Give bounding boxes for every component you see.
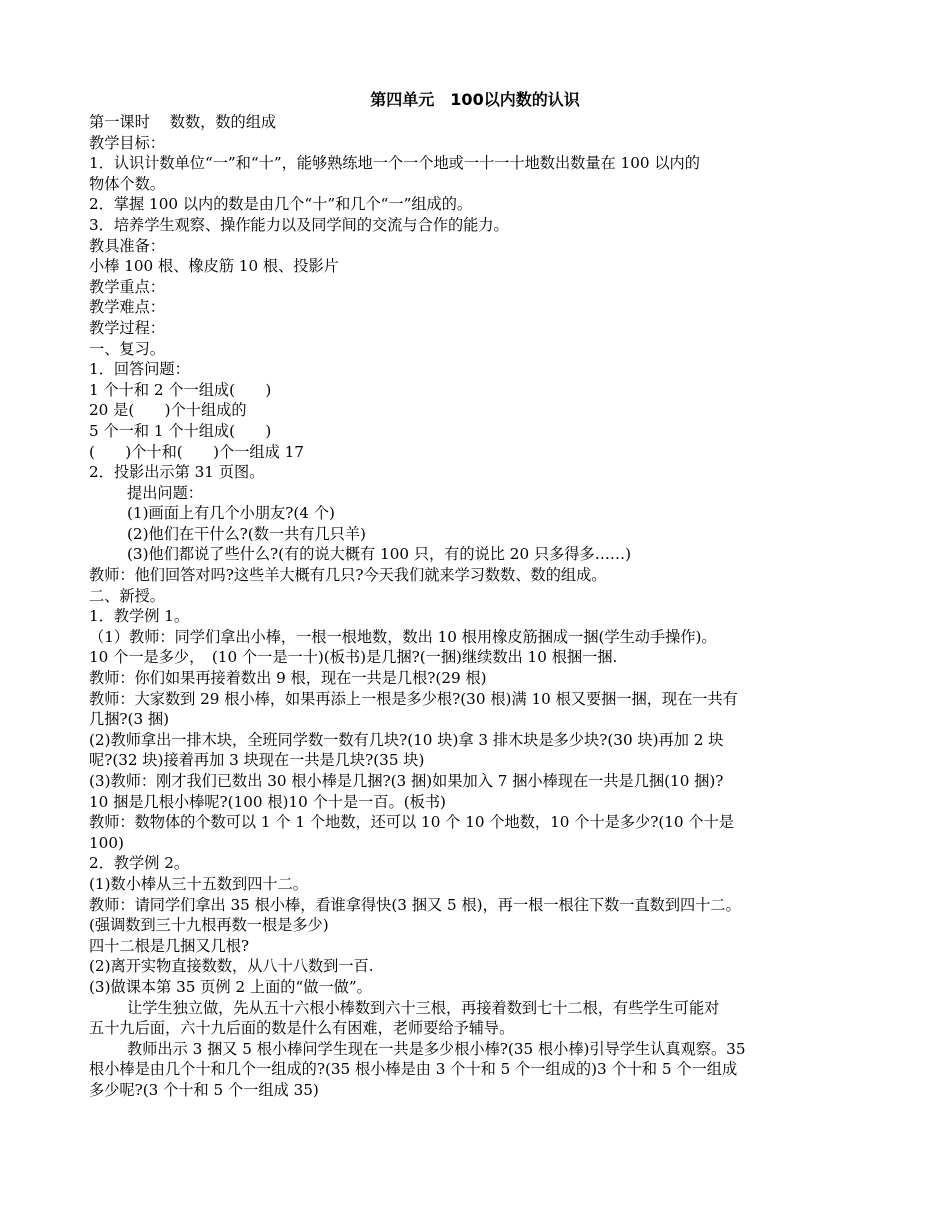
text-line: 四十二根是几捆又几根?: [89, 936, 250, 955]
text-line: 根小棒是由几个十和几个一组成的?(35 根小棒是由 3 个十和 5 个一组成的)3 个十和 5 个一组成: [89, 1060, 738, 1079]
text-line: 5 个一和 1 个十组成( ): [89, 421, 272, 440]
text-line: 教师：他们回答对吗?这些羊大概有几只?今天我们就来学习数数、数的组成。: [89, 566, 607, 585]
text-line: (1)数小棒从三十五数到四十二。: [89, 874, 308, 893]
text-line: 教师：数物体的个数可以 1 个 1 个地数，还可以 10 个 10 个地数，10 个十是多少?(10 个十是: [89, 813, 734, 832]
text-line: 1．认识计数单位“一”和“十”，能够熟练地一个一个地或一十一十地数出数量在 100 以内的: [89, 154, 700, 173]
text-line: 呢?(32 块)接着再加 3 块现在一共是几块?(35 块): [89, 751, 425, 770]
text-line: 五十九后面，六十九后面的数是什么有困难，老师要给予辅导。: [89, 1019, 515, 1038]
text-line: 一、复习。: [89, 339, 165, 358]
text-line: 教师出示 3 捆又 5 根小棒问学生现在一共是多少根小棒?(35 根小棒)引导学生认真观察。35: [127, 1039, 746, 1058]
text-line: (3)做课本第 35 页例 2 上面的“做一做”。: [89, 977, 372, 996]
text-line: (强调数到三十九根再数一根是多少): [89, 916, 329, 935]
text-line: 2．掌握 100 以内的数是由几个“十”和几个“一”组成的。: [89, 195, 473, 214]
text-line: 1．教学例 1。: [89, 607, 190, 626]
text-line: 10 个一是多少， (10 个一是一十)(板书)是几捆?(一捆)继续数出 10 根捆一捆.: [89, 648, 618, 667]
text-line: (3)他们都说了些什么?(有的说大概有 100 只，有的说比 20 只多得多……): [127, 545, 632, 564]
text-line: 提出问题：: [127, 483, 203, 502]
text-line: 20 是( )个十组成的: [89, 401, 247, 420]
text-line: （1）教师：同学们拿出小棒，一根一根地数，数出 10 根用橡皮筋捆成一捆(学生动手操作)。: [89, 627, 717, 646]
text-line: 物体个数。: [89, 174, 165, 193]
text-line: 教师：大家数到 29 根小棒，如果再添上一根是多少根?(30 根)满 10 根又要捆一捆，现在一共有: [89, 689, 738, 708]
text-line: 教学过程：: [89, 318, 165, 337]
text-line: 教师：你们如果再接着数出 9 根，现在一共是几根?(29 根): [89, 669, 487, 688]
text-line: (3)教师：刚才我们已数出 30 根小棒是几捆?(3 捆)如果加入 7 捆小棒现在一共是几捆(10 捆)?: [89, 772, 724, 790]
text-line: 教师：请同学们拿出 35 根小棒，看谁拿得快(3 捆又 5 根)，再一根一根往下数一直数到四十二。: [89, 895, 741, 914]
text-line: ( )个十和( )个一组成 17: [89, 442, 304, 461]
text-line: (1)画面上有几个小朋友?(4 个): [127, 504, 335, 523]
text-line: 第一课时 数数，数的组成: [89, 113, 277, 131]
text-line: (2)他们在干什么?(数一共有几只羊): [127, 524, 366, 543]
text-line: 1 个十和 2 个一组成( ): [89, 380, 272, 399]
text-line: 100): [89, 833, 124, 852]
text-line: 教学难点：: [89, 298, 165, 317]
text-line: 二、新授。: [89, 586, 165, 605]
text-line: 让学生独立做，先从五十六根小棒数到六十三根，再接着数到七十二根，有些学生可能对: [127, 998, 720, 1017]
text-line: 10 捆是几根小棒呢?(100 根)10 个十是一百。(板书): [89, 792, 446, 811]
text-line: 3．培养学生观察、操作能力以及同学间的交流与合作的能力。: [89, 215, 509, 234]
text-line: 1．回答问题：: [89, 360, 190, 379]
page-title: 第四单元 100以内数的认识: [370, 90, 580, 109]
text-line: 多少呢?(3 个十和 5 个一组成 35): [89, 1080, 319, 1099]
text-line: 2．投影出示第 31 页图。: [89, 463, 265, 482]
text-line: (2)离开实物直接数数，从八十八数到一百.: [89, 957, 374, 976]
text-line: 小棒 100 根、橡皮筋 10 根、投影片: [89, 257, 339, 276]
text-line: 教学重点：: [89, 277, 165, 296]
text-line: 教学目标：: [89, 133, 165, 152]
document-body: [89, 112, 867, 1101]
text-line: (2)教师拿出一排木块，全班同学数一数有几块?(10 块)拿 3 排木块是多少块?(30 块)再加 2 块: [89, 730, 724, 749]
text-line: 2．教学例 2。: [89, 854, 190, 873]
text-line: 几捆?(3 捆): [89, 710, 170, 729]
text-line: 教具准备：: [89, 236, 165, 255]
